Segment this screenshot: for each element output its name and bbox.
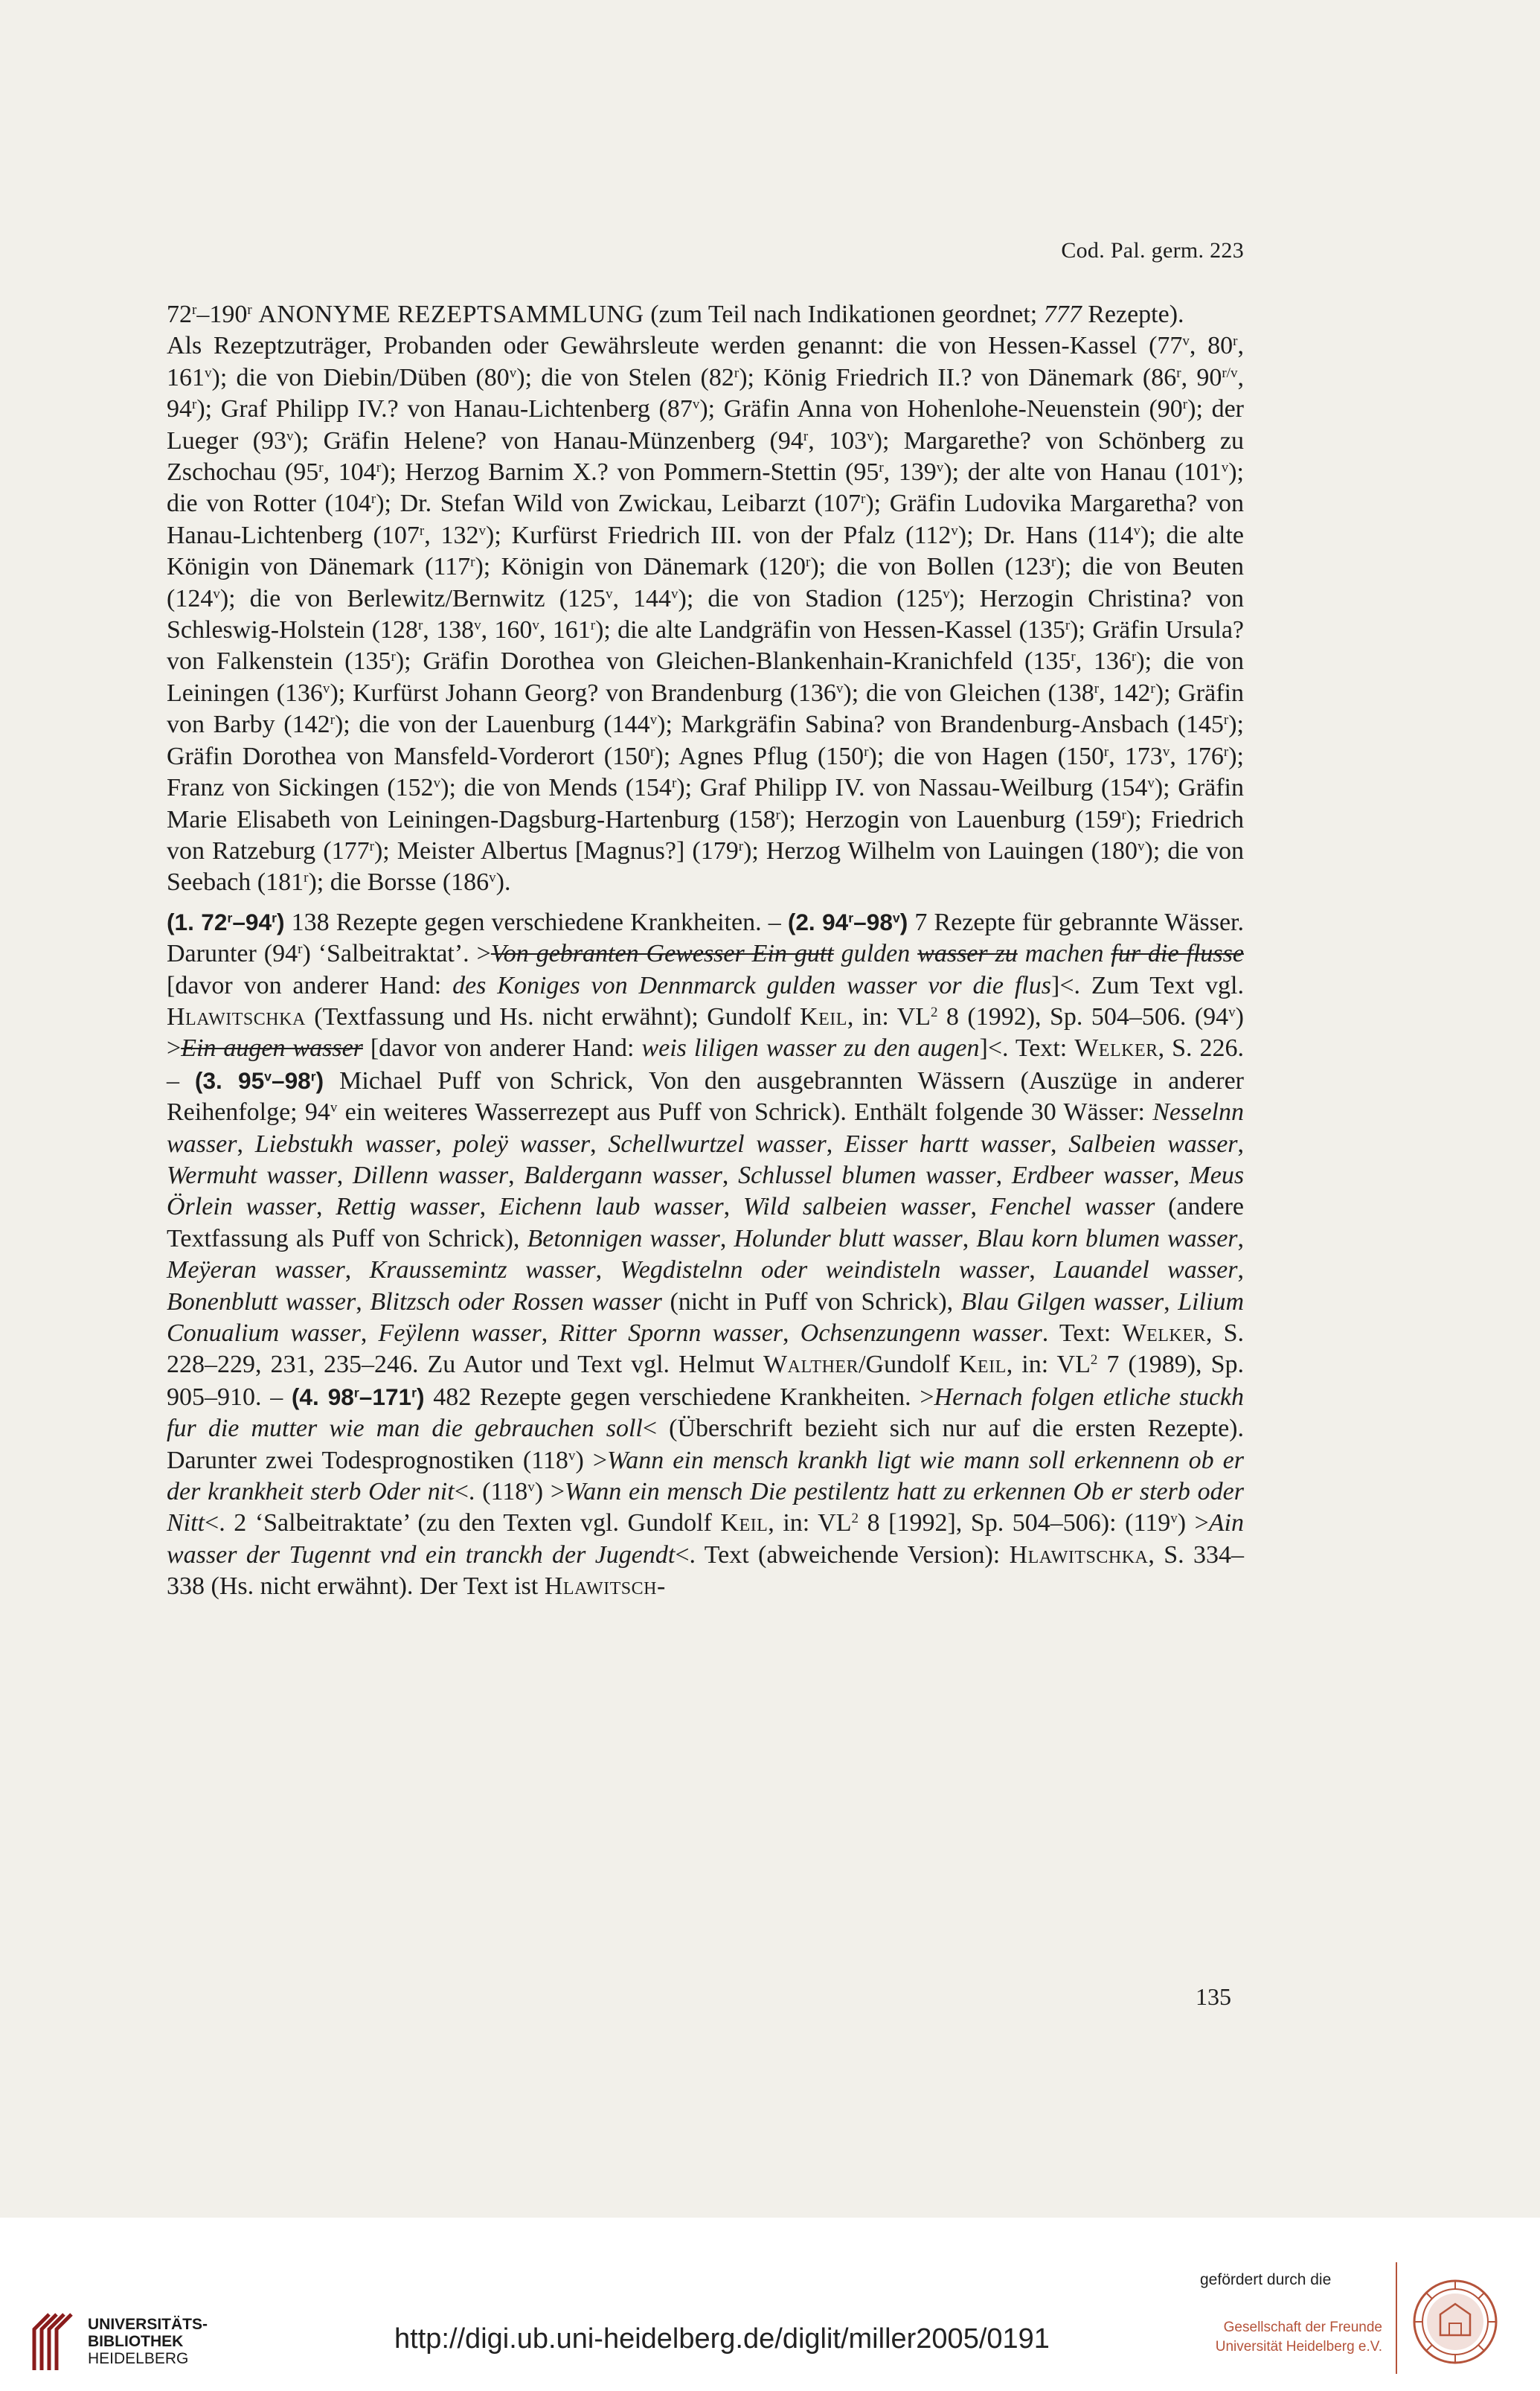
university-seal-icon: [1411, 2277, 1500, 2366]
body-text: [167, 299, 1244, 1603]
paragraph-donors: Als Rezeptzuträger, Probanden oder Gewährsleute werden genannt: die von Hessen-Kassel (77$^v$, 80$^r$, 161$^v$); die von Diebin/Düben (80$^v$); die von Stelen (82$^r$); König Friedrich II.? von Dänemark (86$^r$, $90^{r/v}$, 94$^r$); Graf Philipp IV.? von Hanau-Lichtenberg (87$^v$); Gräfin Anna von Hohenlohe-Neuenstein (90$^r$); der Lueger (93$^v$); Gräfin Helene? von Hanau-Münzenberg (94$^r$, 103$^v$); Margarethe? von Schönberg zu Zschochau (95$^r$, 104$^r$); Herzog Barnim X.? von Pommern-Stettin (95$^r$, 139$^v$); der alte von Hanau (101$^v$); die von Rotter (104$^r$); Dr. Stefan Wild von Zwickau, Leibarzt (107$^r$); Gräfin Ludovika Margaretha? von Hanau-Lichtenberg (107$^r$, 132$^v$); Kurfürst Friedrich III. von der Pfalz (112$^v$); Dr. Hans (114$^v$); die alte Königin von Dänemark (117$^r$); Königin von Dänemark (120$^r$); die von Bollen (123$^r$); die von Beuten (124$^v$); die von Berlewitz/Bernwitz (125$^v$, 144$^v$); die von Stadion (125$^v$); Herzogin Christina? von Schleswig-Holstein (128$^r$, 138$^v$, 160$^v$, 161$^r$); die alte Landgräfin von Hessen-Kassel (135$^r$); Gräfin Ursula? von Falkenstein (135$^r$); Gräfin Dorothea von Gleichen-Blankenhain-Kranichfeld (135$^r$, 136$^r$); die von Leiningen (136$^v$); Kurfürst Johann Georg? von Brandenburg (136$^v$); die von Gleichen (138$^r$, 142$^r$); Gräfin von Barby (142$^r$); die von der Lauenburg (144$^v$); Markgräfin Sabina? von Brandenburg-Ansbach (145$^r$); Gräfin Dorothea von Mansfeld-Vorderort (150$^r$); Agnes Pflug (150$^r$); die von Hagen (150$^r$, 173$^v$, 176$^r$); Franz von Sickingen (152$^v$); die von Mends (154$^r$); Graf Philipp IV. von Nassau-Weilburg (154$^v$); Gräfin Marie Elisabeth von Leiningen-Dagsburg-Hartenburg (158$^r$); Herzogin von Lauenburg (159$^r$); Friedrich von Ratzeburg (177$^r$); Meister Albertus [Magnus?] (179$^r$); Herzog Wilhelm von Lauingen (180$^v$); die von Seebach (181$^r$); die Borsse (186$^v$).: [167, 332, 1245, 897]
entry-heading: 72$^r$–190$^r$ ANONYME REZEPTSAMMLUNG (zum Teil nach Indikationen geordnet; 777 Rezepte).: [167, 301, 1184, 328]
page-number: 135: [1196, 1983, 1231, 2010]
library-name: UNIVERSITÄTS- BIBLIOTHEK HEIDELBERG: [88, 2316, 208, 2367]
permalink-url[interactable]: http://digi.ub.uni-heidelberg.de/diglit/miller2005/0191: [394, 2323, 1050, 2355]
footer-divider: [1396, 2262, 1397, 2374]
funded-by-label: gefördert durch die: [1200, 2271, 1332, 2288]
entry-title: ANONYME REZEPTSAMMLUNG: [258, 301, 644, 328]
paragraph-contents: (1. 72$^r$–94$^r$) 138 Rezepte gegen verschiedene Krankheiten. – (2. 94$^r$–98$^v$) 7 Rezepte für gebrannte Wässer. Darunter (94$^r$) ‘Salbeitraktat’. >Von gebranten Gewesser Ein gutt gulden wasser zu machen fur die flusse [davor von anderer Hand: des Koniges von Dennmarck gulden wasser vor die flus]<. Zum Text vgl. Hlawitschka (Textfassung und Hs. nicht erwähnt); Gundolf Keil, in: $VL^2$ 8 (1992), Sp. 504–506. $(94^v) >Ein$ augen wasser [davor von anderer Hand: weis liligen wasser zu den augen]<. Text: Welker, S. 226. – (3. 95$^v$–98$^r$) Michael Puff von Schrick, Von den ausgebrannten Wässern (Auszüge in anderer Reihenfolge; 94$^v$ ein weiteres Wasserrezept aus Puff von Schrick). Enthält folgende 30 Wässer: Nesselnn wasser, Liebstukh wasser, poleÿ wasser, Schellwurtzel wasser, Eisser hartt wasser, Salbeien wasser, Wermuht wasser, Dillenn wasser, Baldergann wasser, Schlussel blumen wasser, Erdbeer wasser, Meus Örlein wasser, Rettig wasser, Eichenn laub wasser, Wild salbeien wasser, Fenchel wasser (andere Textfassung als Puff von Schrick), Betonnigen wasser, Holunder blutt wasser, Blau korn blumen wasser, Meÿeran wasser, Kraussemintz wasser, Wegdistelnn oder weindisteln wasser, Lauandel wasser, Bonenblutt wasser, Blitzsch oder Rossen wasser (nicht in Puff von Schrick), Blau Gilgen wasser, Lilium Conualium wasser, Feÿlenn wasser, Ritter Spornn wasser, Ochsenzungenn wasser. Text: Welker, S. 228–229, 231, 235–246. Zu Autor und Text vgl. Helmut Walther/Gundolf Keil, in: $VL^2$ 7 (1989), Sp. 905–910. – (4. 98$^r$–171$^r$) 482 Rezepte gegen verschiedene Krankheiten. >Hernach folgen etliche stuckh fur die mutter wie man die gebrauchen soll< (Überschrift bezieht sich nur auf die ersten Rezepte). Darunter zwei Todesprognostiken $(118^v)$ >Wann ein mensch krankh ligt wie mann soll erkennenn ob er der krankheit sterb Oder nit<. $(118^v)$ >Wann ein mensch Die pestilentz hatt zu erkennen Ob er sterb oder Nitt<. 2 ‘Salbeitraktate’ (zu den Texten vgl. Gundolf Keil, in: $VL^2$ 8 [1992], Sp. 504–506): $(119^v) >Ain$ wasser der Tugennt vnd ein tranckh der Jugendt<. Text (abweichende Version): Hlawitschka, S. 334–338 (Hs. nicht erwähnt). Der Text ist Hlawitsch-: [167, 908, 1245, 1601]
university-library-logo-icon: [27, 2307, 79, 2374]
running-header: Cod. Pal. germ. 223: [1061, 238, 1244, 263]
footer-bar: [0, 2218, 1540, 2391]
society-name: Gesellschaft der Freunde Universität Heidelberg e.V.: [1215, 2320, 1382, 2355]
